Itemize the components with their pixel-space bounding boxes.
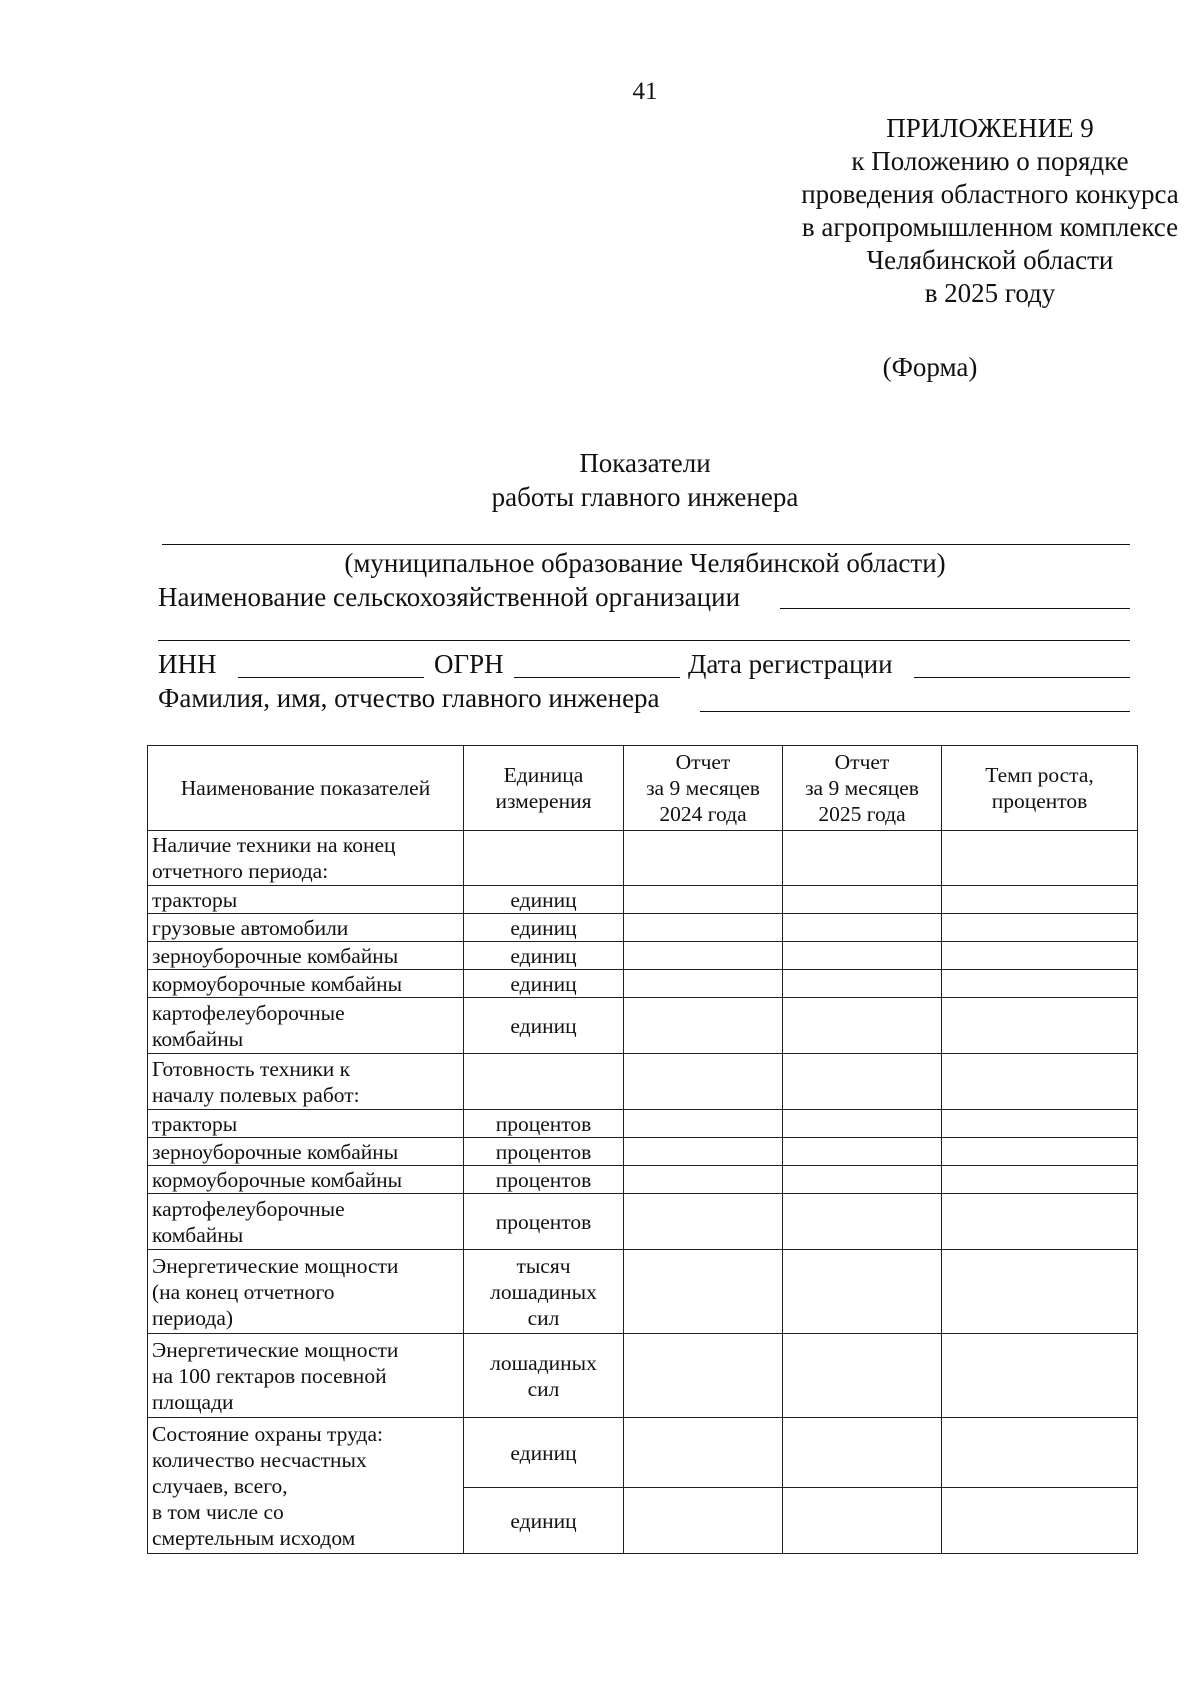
value-cell[interactable]	[783, 998, 942, 1054]
value-cell[interactable]	[942, 1110, 1138, 1138]
indicator-label: грузовые автомобили	[148, 914, 464, 942]
value-cell[interactable]	[783, 942, 942, 970]
unit-cell: единиц	[464, 942, 624, 970]
document-title	[330, 446, 960, 514]
unit-cell: процентов	[464, 1138, 624, 1166]
indicator-label: Готовность техники к началу полевых работ:	[148, 1054, 464, 1110]
engineer-name-label: Фамилия, имя, отчество главного инженера	[158, 683, 660, 713]
value-cell[interactable]	[624, 831, 783, 886]
value-cell[interactable]	[783, 1250, 942, 1334]
reg-date-field-line[interactable]	[914, 677, 1130, 678]
org-name-field-line-2[interactable]	[158, 640, 1130, 641]
unit-cell: единиц	[464, 970, 624, 998]
table-row	[148, 886, 1138, 914]
inn-field-line[interactable]	[238, 677, 424, 678]
value-cell[interactable]	[624, 1166, 783, 1194]
value-cell[interactable]	[942, 831, 1138, 886]
value-cell[interactable]	[624, 1334, 783, 1418]
value-cell[interactable]	[624, 1488, 783, 1554]
value-cell[interactable]	[624, 1054, 783, 1110]
value-cell[interactable]	[624, 1250, 783, 1334]
table-row	[148, 1110, 1138, 1138]
value-cell[interactable]	[783, 970, 942, 998]
municipality-field-line[interactable]	[162, 544, 1130, 545]
value-cell[interactable]	[942, 942, 1138, 970]
municipality-caption: (муниципальное образование Челябинской области)	[344, 548, 946, 578]
value-cell[interactable]	[942, 1138, 1138, 1166]
unit-cell: единиц	[464, 998, 624, 1054]
indicator-label: Наличие техники на конец отчетного периода:	[148, 831, 464, 886]
value-cell[interactable]	[783, 1488, 942, 1554]
table-row	[148, 1334, 1138, 1418]
indicator-label: Энергетические мощности на 100 гектаров посевной площади	[148, 1334, 464, 1418]
table-row	[148, 1418, 1138, 1488]
unit-cell: тысяч лошадиных сил	[464, 1250, 624, 1334]
value-cell[interactable]	[624, 1194, 783, 1250]
unit-cell: единиц	[464, 1488, 624, 1554]
value-cell[interactable]	[624, 1138, 783, 1166]
appendix-line: к Положению о порядке	[851, 146, 1129, 176]
value-cell[interactable]	[624, 942, 783, 970]
unit-cell	[464, 831, 624, 886]
header-growth-rate: Темп роста, процентов	[942, 746, 1138, 831]
value-cell[interactable]	[624, 1418, 783, 1488]
value-cell[interactable]	[624, 914, 783, 942]
value-cell[interactable]	[942, 914, 1138, 942]
value-cell[interactable]	[783, 1166, 942, 1194]
table-row	[148, 914, 1138, 942]
table-row	[148, 1166, 1138, 1194]
unit-cell: лошадиных сил	[464, 1334, 624, 1418]
engineer-name-field-line[interactable]	[700, 711, 1130, 712]
unit-cell: единиц	[464, 886, 624, 914]
unit-cell: процентов	[464, 1194, 624, 1250]
indicator-label: картофелеуборочные комбайны	[148, 998, 464, 1054]
value-cell[interactable]	[942, 1166, 1138, 1194]
value-cell[interactable]	[942, 998, 1138, 1054]
ogrn-field-line[interactable]	[514, 677, 680, 678]
header-unit: Единица измерения	[464, 746, 624, 831]
indicator-label: Энергетические мощности (на конец отчетного периода)	[148, 1250, 464, 1334]
header-indicator-name: Наименование показателей	[148, 746, 464, 831]
value-cell[interactable]	[624, 970, 783, 998]
value-cell[interactable]	[783, 886, 942, 914]
header-report-2024: Отчет за 9 месяцев 2024 года	[624, 746, 783, 831]
org-name-label: Наименование сельскохозяйственной организации	[158, 582, 741, 612]
org-name-field-line[interactable]	[780, 608, 1130, 609]
appendix-line: в 2025 году	[924, 278, 1056, 308]
indicator-label: кормоуборочные комбайны	[148, 1166, 464, 1194]
table-row	[148, 998, 1138, 1054]
table-header-row	[148, 746, 1138, 831]
title-line-2: работы главного инженера	[491, 482, 799, 512]
table-row	[148, 1054, 1138, 1110]
appendix-heading: ПРИЛОЖЕНИЕ 9	[886, 113, 1094, 143]
value-cell[interactable]	[624, 998, 783, 1054]
appendix-line: в агропромышленном комплексе	[801, 212, 1179, 242]
table-row	[148, 1194, 1138, 1250]
appendix-block	[700, 112, 1200, 310]
table-row	[148, 1250, 1138, 1334]
table-row	[148, 942, 1138, 970]
unit-cell: единиц	[464, 914, 624, 942]
value-cell[interactable]	[783, 1194, 942, 1250]
value-cell[interactable]	[942, 1054, 1138, 1110]
value-cell[interactable]	[942, 1194, 1138, 1250]
indicator-label: зерноуборочные комбайны	[148, 942, 464, 970]
table-row	[148, 1138, 1138, 1166]
value-cell[interactable]	[942, 1334, 1138, 1418]
indicators-table	[147, 745, 1138, 1554]
indicator-label: Состояние охраны труда: количество несчастных случаев, всего, в том числе со смертельным исходом	[148, 1418, 464, 1554]
page-number: 41	[632, 78, 658, 105]
value-cell[interactable]	[942, 1418, 1138, 1488]
inn-label: ИНН	[158, 649, 217, 679]
value-cell[interactable]	[783, 914, 942, 942]
header-report-2025: Отчет за 9 месяцев 2025 года	[783, 746, 942, 831]
form-label: (Форма)	[882, 352, 978, 382]
appendix-line: Челябинской области	[866, 245, 1114, 275]
value-cell[interactable]	[942, 970, 1138, 998]
table-row	[148, 831, 1138, 886]
value-cell[interactable]	[783, 1138, 942, 1166]
value-cell[interactable]	[624, 1110, 783, 1138]
ogrn-label: ОГРН	[434, 649, 504, 679]
appendix-line: проведения областного конкурса	[801, 179, 1179, 209]
value-cell[interactable]	[783, 1110, 942, 1138]
indicator-label: картофелеуборочные комбайны	[148, 1194, 464, 1250]
value-cell[interactable]	[624, 886, 783, 914]
value-cell[interactable]	[783, 1334, 942, 1418]
value-cell[interactable]	[942, 1488, 1138, 1554]
reg-date-label: Дата регистрации	[688, 649, 893, 679]
unit-cell	[464, 1054, 624, 1110]
indicator-label: кормоуборочные комбайны	[148, 970, 464, 998]
value-cell[interactable]	[942, 886, 1138, 914]
unit-cell: процентов	[464, 1110, 624, 1138]
value-cell[interactable]	[783, 1054, 942, 1110]
unit-cell: единиц	[464, 1418, 624, 1488]
value-cell[interactable]	[942, 1250, 1138, 1334]
title-line-1: Показатели	[579, 448, 711, 478]
value-cell[interactable]	[783, 1418, 942, 1488]
unit-cell: процентов	[464, 1166, 624, 1194]
indicator-label: зерноуборочные комбайны	[148, 1138, 464, 1166]
table-row	[148, 970, 1138, 998]
indicator-label: тракторы	[148, 1110, 464, 1138]
indicator-label: тракторы	[148, 886, 464, 914]
value-cell[interactable]	[783, 831, 942, 886]
